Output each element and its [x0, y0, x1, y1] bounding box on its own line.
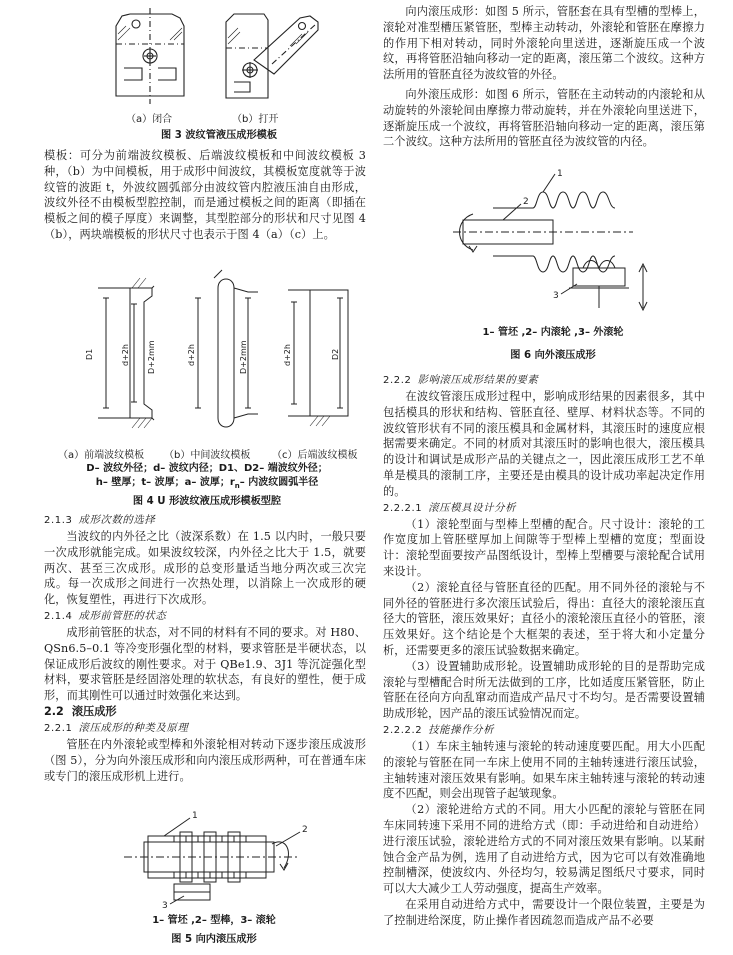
heading-2-2-2-2-number: 2.2.2.2 — [383, 724, 423, 736]
heading-2-1-3-number: 2.1.3 — [44, 515, 73, 526]
heading-2-2-2-2-title: 技能操作分析 — [428, 723, 495, 736]
heading-2-2 — [44, 704, 366, 720]
paragraph-influencing-factors: 在波纹管滚压成形过程中，影响成形结果的因素很多，其中包括模具的形状和结构、管胚直径、壁厚、材料状态等。不同的波纹管形状有不同的滚压模具和金属材料，其滚压时的速度应根据需要来确定。不同的材质对其滚压时的影响也很大，滚压模具的设计和调试是成形产品的关键点之一，因此滚压成形工艺不单单是模具的滚制工序，主要还是由模具的设计成功率起决定作用的。 — [383, 390, 705, 498]
paragraph-tube-state: 成形前管胚的状态，对不同的材料有不同的要求。对 H80、QSn6.5–0.1 等冷变形强化型的材料，要求管胚是半硬状态，以保证成形后波纹的刚性要求。对于 QBe1.9、3J1 等沉淀强化型材料，要求管胚是经固溶处理的软状态，有良好的塑性，便于成形，而其刚性可以通过时效强化来达到。 — [44, 625, 366, 703]
dim-d2h-b: d+2h — [187, 344, 196, 366]
figure-6-drawing — [443, 168, 663, 318]
figure-3 — [104, 4, 334, 144]
paragraph-auto-feed: 在采用自动进给方式中，需要设计一个限位装置，主要是为了控制进给深度，防止操作者因疏忽而造成产品不必要 — [383, 897, 705, 927]
heading-2-1-3-title: 成形次数的选择 — [78, 514, 156, 526]
dim-D2mm-b: D+2mm — [239, 340, 248, 374]
figure-3-label-b: （b）打开 — [232, 114, 279, 125]
figure-6-caption: 图 6 向外滚压成形 — [510, 350, 596, 361]
dim-D2mm-a: D+2mm — [147, 340, 156, 374]
figure-5-part-1: 1 — [192, 811, 198, 821]
paragraph-inward-rolling: 向内滚压成形：如图 5 所示，管胚套在具有型槽的型棒上，滚轮对准型槽压紧管胚，型棒主动转动，外滚轮和管胚在摩擦力的作用下相对转动，同时外滚轮向里送进，逐渐旋压成一个波纹，再将管胚沿轴向移动一定的距离，滚压第二个波纹。这种方法所用的管胚直径为波纹管的外径。 — [383, 5, 705, 82]
heading-2-2-1-number: 2.2.1 — [44, 722, 73, 734]
figure-3-caption: 图 3 波纹管液压成形模板 — [160, 130, 278, 141]
heading-2-2-2-1 — [383, 500, 705, 517]
figure-6-part-1: 1 — [557, 169, 563, 179]
heading-2-2-2-title: 影响滚压成形结果的要素 — [417, 374, 539, 386]
figure-6 — [443, 168, 663, 364]
paragraph-skill-1: （1）车床主轴转速与滚轮的转动速度要匹配。用大小匹配的滚轮与管胚在同一车床上使用不同的主轴转速进行滚压试验，主轴转速对滚压效果有影响。如果车床主轴转速与滚轮的转动速度不匹配，则会出现管子起皱现象。 — [383, 739, 705, 801]
paragraph-mold-2: （2）滚轮直径与管胚直径的匹配。用不同外径的滚轮与不同外径的管胚进行多次滚压试验后，得出：直径大的滚轮滚压直径大的管胚，滚压效果好；直径小的滚轮滚压直径小的管胚，滚压效果好。这个结论是个大框架的表述，至于将大和小定量分析，还需要更多的滚压试验数据来确定。 — [383, 580, 705, 657]
figure-6-legend: 1– 管坯 ,2– 内滚轮 ,3– 外滚轮 — [482, 327, 624, 338]
figure-4-drawing — [48, 268, 366, 436]
paragraph-templates: 模板：可分为前端波纹模板、后端波纹模板和中间波纹模板 3 种，（b）为中间模板，用于成形中间波纹，其模板宽度就等于波纹管的波距 t，外波纹圆弧部分由波纹管内腔液压油自由形成，波纹外径不由模板型腔控制，而是通过模板之间的距离（即插在模板之间的模子厚度）来调整，其型腔部分的形状和尺寸见图 4（b），两块端模板的形状尺寸也表示于图 4（a）（c）上。 — [44, 149, 366, 241]
heading-2-2-2-2 — [383, 722, 705, 739]
heading-2-1-3 — [44, 512, 366, 529]
figure-4-legend-2: h– 壁厚；t– 波厚；a– 波厚；$r_n-$ 内波纹圆弧半径 — [95, 477, 319, 490]
figure-6-part-2: 2 — [523, 197, 529, 207]
dim-D1: D1 — [85, 348, 94, 360]
figure-5-caption: 图 5 向内滚压成形 — [171, 934, 257, 945]
figure-4-label-a: （a）前端波纹模板 — [58, 450, 145, 461]
paragraph-mold-3: （3）设置辅助成形轮。设置辅助成形轮的目的是帮助完成滚轮与型槽配合时所无法做到的工序，比如适度压紧管胚，防止管胚在径向方向乱窜动而造成产品尺寸不均匀。是否需要设置辅助成形轮，因产品的滚压试验情况而定。 — [383, 659, 705, 721]
figure-4-label-b: （b）中间波纹模板 — [164, 450, 251, 461]
dim-d2h-a: d+2h — [121, 344, 130, 366]
figure-5-drawing — [104, 806, 324, 910]
figure-6-part-3: 3 — [553, 291, 559, 301]
paragraph-rolling-principle: 管胚在内外滚轮或型棒和外滚轮相对转动下逐步滚压成波形（图 5），分为向外滚压成形和向内滚压成形两种，可在普通车床或专门的滚压成形机上进行。 — [44, 737, 366, 783]
figure-4-caption: 图 4 U 形波纹液压成形模板型腔 — [132, 496, 282, 507]
figure-3-drawing — [104, 4, 334, 106]
figure-4-label-c: （c）后端波纹模板 — [272, 450, 358, 461]
heading-2-2-number: 2.2 — [44, 704, 64, 718]
heading-2-2-2-1-title: 滚压模具设计分析 — [428, 501, 517, 514]
heading-2-2-2-1-number: 2.2.2.1 — [383, 502, 423, 514]
figure-4-legend-1: D– 波纹外径；d– 波纹内径；D1、D2– 端波纹外径； — [86, 463, 328, 474]
heading-2-2-1 — [44, 720, 366, 737]
paragraph-mold-1: （1）滚轮型面与型棒上型槽的配合。尺寸设计：滚轮的工作宽度加上管胚壁厚加上间隙等于型棒上型槽的宽度；型面设计：滚轮型面要按产品图纸设计，型棒上型槽要与滚轮配合试用来设计。 — [383, 517, 705, 578]
heading-2-2-title: 滚压成形 — [71, 704, 117, 718]
heading-2-1-4-number: 2.1.4 — [44, 610, 73, 622]
heading-2-2-2 — [383, 372, 705, 389]
figure-4 — [48, 268, 366, 506]
figure-5-legend: 1– 管坯 ,2– 型棒，3– 滚轮 — [152, 915, 276, 926]
figure-5-part-2: 2 — [302, 825, 308, 835]
figure-5 — [104, 806, 324, 946]
figure-5-part-3: 3 — [162, 901, 168, 910]
heading-2-1-4-title: 成形前管胚的状态 — [78, 609, 167, 622]
heading-2-1-4 — [44, 608, 366, 625]
figure-3-label-a: （a）闭合 — [126, 114, 173, 125]
dim-D2: D2 — [331, 348, 340, 360]
heading-2-2-1-title: 滚压成形的种类及原理 — [78, 721, 189, 734]
paragraph-skill-2: （2）滚轮进给方式的不同。用大小匹配的滚轮与管胚在同车床同转速下采用不同的进给方式（即：手动进给和自动进给）进行滚压试验，滚轮进给方式的不同对滚压效果有影响。以某耐蚀合金产品为例，选用了自动进给方式，因为它可以有效准确地控制槽深，使波纹内、外径均匀，较易满足图纸尺寸要求，同时可以大大减少工人劳动强度，提高生产效率。 — [383, 803, 705, 896]
heading-2-2-2-number: 2.2.2 — [383, 375, 412, 386]
paragraph-outward-rolling: 向外滚压成形：如图 6 所示，管胚在主动转动的内滚轮和从动旋转的外滚轮间由摩擦力带动旋转，并在外滚轮向里送进下，逐渐旋压成一个波纹，再将管胚沿轴向移动一定的距离，滚压第二个波纹。这种方法所用的管胚直径为波纹管的内径。 — [383, 87, 705, 149]
dim-d2h-c: d+2h — [283, 344, 292, 366]
paragraph-forming-times: 当波纹的内外径之比（波深系数）在 1.5 以内时，一般只要一次成形就能完成。如果波纹较深，内外径之比大于 1.5，就要两次、甚至三次成形。成形的总变形量适当地分两次或三次完成。每一次成形之间进行一次热处理，以消除上一次成形的硬化，恢复塑性，再进行下次成形。 — [44, 530, 366, 607]
